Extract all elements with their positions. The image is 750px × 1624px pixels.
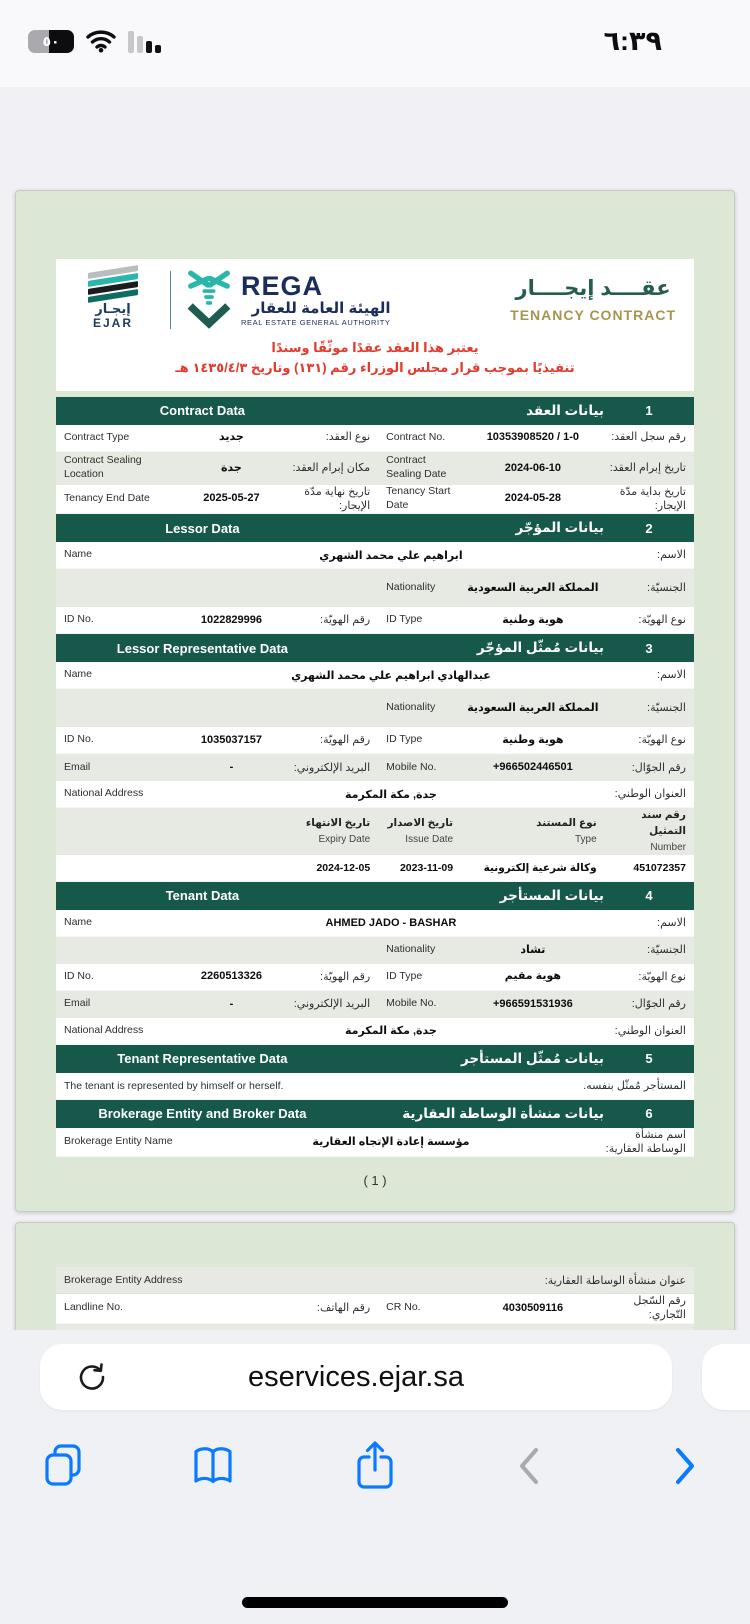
rega-logo xyxy=(185,270,391,330)
cell-value: المملكة العربية السعودية xyxy=(467,581,599,594)
cell-label-en: ID Type xyxy=(386,969,423,982)
back-icon xyxy=(516,1444,542,1488)
battery-icon xyxy=(28,30,74,53)
section-title-en: Tenant Representative Data xyxy=(117,1051,288,1067)
table-row xyxy=(56,569,694,607)
ejar-logo-arabic: إيجـار xyxy=(95,301,131,316)
cell-label-ar: تاريخ بداية مدّة الإيجار: xyxy=(619,485,686,512)
status-bar xyxy=(0,0,750,87)
cell-label-en: Contract Sealing Date xyxy=(386,454,447,481)
cell-subheader: رقم سند التمثيل Number xyxy=(641,809,686,853)
cell-subheader: نوع المستند Type xyxy=(536,817,597,845)
table-row xyxy=(56,910,694,937)
cell-label-ar: رقم الهويّة: xyxy=(320,734,371,747)
table-row xyxy=(56,855,694,882)
cell-label-ar: المستأجر مُمثّل بنفسه. xyxy=(583,1080,686,1093)
section-title-en: Contract Data xyxy=(159,403,246,419)
cell-label-en: Mobile No. xyxy=(386,760,437,773)
table-row xyxy=(56,485,694,515)
cell-value: 1035037157 xyxy=(200,733,263,746)
cell-label-en: Landline No. xyxy=(64,1301,123,1314)
table-row xyxy=(56,727,694,754)
cell-subheader: تاريخ الاصدار Issue Date xyxy=(387,817,454,845)
section-title-ar: بيانات العقد xyxy=(526,402,604,418)
section-number: 4 xyxy=(645,888,653,904)
cell-label-ar: البريد الإلكتروني: xyxy=(293,761,371,774)
table-row xyxy=(56,689,694,727)
cell-value: عبدالهادي ابراهيم علي محمد الشهري xyxy=(291,669,491,682)
cell-label-ar: الاسم: xyxy=(657,916,686,929)
cell-label-en: The tenant is represented by himself or herself. xyxy=(64,1079,284,1092)
ejar-logo-stripes xyxy=(88,265,138,303)
section-header xyxy=(56,1100,694,1128)
section-title-en: Lessor Data xyxy=(165,520,240,536)
section-header xyxy=(56,397,694,425)
table-row xyxy=(56,1294,694,1324)
cell-value: +966591531936 xyxy=(492,997,573,1010)
cell-label-ar: اسم منشأة الوساطة العقارية: xyxy=(605,1128,686,1155)
cell-label-en: ID No. xyxy=(64,969,94,982)
table-row xyxy=(56,425,694,452)
table-row xyxy=(56,1073,694,1100)
section-number: 2 xyxy=(645,520,653,536)
table-row xyxy=(56,1267,694,1294)
cell-value: وكالة شرعية إلكترونية xyxy=(483,861,597,874)
logo-divider xyxy=(170,271,171,329)
section-title-ar: بيانات منشأة الوساطة العقارية xyxy=(402,1105,604,1121)
cell-label-en: Contract Type xyxy=(64,430,130,443)
cell-label-en: CR No. xyxy=(386,1301,421,1314)
table-row xyxy=(56,542,694,569)
contract-sections xyxy=(56,397,694,1158)
cell-label-ar: نوع الهويّة: xyxy=(638,970,686,983)
contract-title-arabic: عقــــد إيجــــار xyxy=(515,277,671,301)
safari-bottom-bar xyxy=(0,1330,750,1624)
cell-value: +966502446501 xyxy=(492,761,573,774)
table-row xyxy=(56,754,694,781)
cell-label-en: ID Type xyxy=(386,613,423,626)
address-bar[interactable] xyxy=(40,1344,672,1410)
section-title-en: Brokerage Entity and Broker Data xyxy=(98,1106,307,1122)
cell-label-en: Brokerage Entity Address xyxy=(64,1274,183,1286)
section-title-ar: بيانات مُمثّل المؤجّر xyxy=(476,640,604,656)
rega-logo-subtitle: REAL ESTATE GENERAL AUTHORITY xyxy=(241,317,391,327)
cell-label-en: Contract No. xyxy=(386,430,446,443)
cell-label-ar: نوع العقد: xyxy=(325,431,371,444)
cell-label-en: National Address xyxy=(64,1023,144,1036)
section-header xyxy=(56,634,694,662)
cell-label-ar: عنوان منشأة الوساطة العقارية: xyxy=(544,1274,686,1287)
cell-label-en: ID No. xyxy=(64,613,94,626)
cell-label-ar: الجنسيّة: xyxy=(647,702,686,715)
section-title-ar: بيانات مُمثّل المستأجر xyxy=(460,1050,604,1066)
cell-value: هوية وطنية xyxy=(502,613,564,626)
battery-percent: ٥٠ xyxy=(42,33,60,49)
tabs-button[interactable] xyxy=(40,1438,86,1494)
table-row xyxy=(56,662,694,689)
cell-label-en: Mobile No. xyxy=(386,997,437,1010)
cell-label-ar: نوع الهويّة: xyxy=(638,614,686,627)
contract-title-english: TENANCY CONTRACT xyxy=(510,307,676,324)
cell-subheader: تاريخ الانتهاء Expiry Date xyxy=(305,817,371,845)
section-number: 5 xyxy=(645,1051,653,1067)
reload-icon[interactable] xyxy=(76,1361,108,1393)
cell-label-ar: الاسم: xyxy=(657,549,686,562)
cell-value: المملكة العربية السعودية xyxy=(467,701,599,714)
table-row xyxy=(56,937,694,964)
clock: ٦:٣٩ xyxy=(603,26,662,56)
home-indicator[interactable] xyxy=(242,1597,508,1608)
cell-label-en: Brokerage Entity Name xyxy=(64,1135,173,1148)
section-title-en: Tenant Data xyxy=(165,888,240,904)
cell-value: تشاد xyxy=(520,943,546,956)
cell-value: - xyxy=(229,997,234,1010)
share-icon xyxy=(354,1440,396,1492)
cell-label-ar: البريد الإلكتروني: xyxy=(293,998,371,1011)
cell-label-ar: رقم الجوّال: xyxy=(631,998,686,1011)
table-row xyxy=(56,607,694,634)
cell-label-en: Email xyxy=(64,997,91,1010)
back-button[interactable] xyxy=(506,1438,552,1494)
cell-label-en: ID Type xyxy=(386,733,423,746)
cell-value: جدة xyxy=(221,461,242,474)
cell-label-en: National Address xyxy=(64,787,144,800)
document-page-1 xyxy=(15,190,735,1212)
cell-value: AHMED JADO - BASHAR xyxy=(325,916,457,929)
page-number: ( 1 ) xyxy=(363,1173,387,1189)
document-header xyxy=(56,259,694,391)
cell-label-en: Name xyxy=(64,915,93,928)
disclaimer-line-2: تنفيذيًا بموجب قرار مجلس الوزراء رقم (١٣١) وتاريخ ١٤٣٥/٤/٣ هـ xyxy=(175,360,575,376)
cell-value: ابراهيم علي محمد الشهري xyxy=(319,549,463,562)
cell-value: جدة, مكة المكرمة xyxy=(345,788,437,801)
cell-label-en: Email xyxy=(64,760,91,773)
cell-label-ar: رقم السّجل التّجاري: xyxy=(633,1295,686,1322)
cell-label-ar: الجنسيّة: xyxy=(647,582,686,595)
cell-label-en: Name xyxy=(64,548,93,561)
cell-value: 2024-06-10 xyxy=(504,461,562,474)
cell-label-en: Nationality xyxy=(386,943,436,956)
cell-value: - xyxy=(229,761,234,774)
section-header xyxy=(56,514,694,542)
section-number: 3 xyxy=(645,640,653,656)
rega-palm-icon xyxy=(185,270,233,330)
url-text: eservices.ejar.sa xyxy=(248,1360,464,1393)
cell-value: جدة, مكة المكرمة xyxy=(345,1025,437,1038)
cell-value: 451072357 xyxy=(633,861,686,874)
cell-label-en: Nationality xyxy=(386,581,436,594)
cellular-signal-icon xyxy=(128,31,161,53)
cell-label-ar: الاسم: xyxy=(657,669,686,682)
cell-value: جديد xyxy=(219,431,244,444)
cell-label-ar: رقم الجوّال: xyxy=(631,761,686,774)
cell-label-en: Contract Sealing Location xyxy=(64,454,142,481)
share-button[interactable] xyxy=(352,1438,398,1494)
cell-value: مؤسسة إعادة الإتجاه العقارية xyxy=(312,1136,470,1149)
contract-title xyxy=(510,276,680,323)
section-title-en: Lessor Representative Data xyxy=(116,640,289,656)
section-title-ar: بيانات المستأجر xyxy=(499,887,604,903)
cell-value: 2023-11-09 xyxy=(399,861,454,874)
cell-value: 2025-05-27 xyxy=(203,492,260,505)
tabs-icon xyxy=(42,1442,84,1490)
cell-value: 10353908520 / 1-0 xyxy=(486,431,580,444)
cell-label-ar: رقم سجل العقد: xyxy=(611,431,686,444)
cell-label-en: ID No. xyxy=(64,733,94,746)
cell-label-ar: رقم الهويّة: xyxy=(320,970,371,983)
disclaimer-line-1: يعتبر هذا العقد عقدًا موثّقًا وسندًا xyxy=(271,340,479,356)
forward-icon xyxy=(672,1444,698,1488)
cell-value: هوية مقيم xyxy=(504,970,561,983)
table-row xyxy=(56,964,694,991)
bookmarks-icon xyxy=(190,1444,236,1488)
table-row xyxy=(56,991,694,1018)
wifi-icon xyxy=(86,30,116,53)
cell-label-ar: العنوان الوطني: xyxy=(614,788,686,801)
cell-label-en: Name xyxy=(64,668,93,681)
cell-value: 2024-12-05 xyxy=(316,861,371,874)
table-row xyxy=(56,781,694,808)
rega-logo-arabic: الهيئة العامة للعقار xyxy=(251,299,391,317)
table-row xyxy=(56,808,694,855)
cell-value: 4030509116 xyxy=(502,1301,564,1314)
cell-label-ar: نوع الهويّة: xyxy=(638,734,686,747)
section-header xyxy=(56,1045,694,1073)
forward-button[interactable] xyxy=(662,1438,708,1494)
section-header xyxy=(56,882,694,910)
section-number: 1 xyxy=(645,403,653,419)
table-row xyxy=(56,1018,694,1045)
cell-label-ar: تاريخ نهاية مدّة الإيجار: xyxy=(304,485,371,512)
table-row xyxy=(56,452,694,485)
cell-label-ar: رقم الهاتف: xyxy=(316,1302,371,1315)
cell-label-ar: تاريخ إبرام العقد: xyxy=(609,461,686,474)
legal-disclaimer xyxy=(70,338,680,378)
next-tab-peek[interactable] xyxy=(702,1344,750,1410)
cell-label-ar: العنوان الوطني: xyxy=(614,1024,686,1037)
cell-label-en: Nationality xyxy=(386,701,436,714)
cell-label-en: Tenancy End Date xyxy=(64,492,150,505)
cell-value: 2260513326 xyxy=(200,970,263,983)
rega-logo-name: REGA xyxy=(241,270,324,301)
web-page-content xyxy=(0,87,750,1372)
cell-value: هوية وطنية xyxy=(502,733,564,746)
ejar-logo xyxy=(70,269,156,330)
table-row xyxy=(56,1128,694,1158)
section-title-ar: بيانات المؤجّر xyxy=(515,520,604,536)
ejar-logo-english: EJAR xyxy=(92,316,133,331)
cell-value: 1022829996 xyxy=(200,613,263,626)
section-number: 6 xyxy=(645,1106,653,1122)
cell-label-ar: رقم الهويّة: xyxy=(320,614,371,627)
status-icons xyxy=(28,30,161,53)
cell-label-en: Tenancy Start Date xyxy=(386,485,451,511)
bookmarks-button[interactable] xyxy=(190,1438,236,1494)
cell-label-ar: الجنسيّة: xyxy=(647,944,686,957)
cell-value: 2024-05-28 xyxy=(504,492,562,505)
safari-toolbar xyxy=(0,1438,750,1498)
cell-label-ar: مكان إبرام العقد: xyxy=(292,461,371,474)
